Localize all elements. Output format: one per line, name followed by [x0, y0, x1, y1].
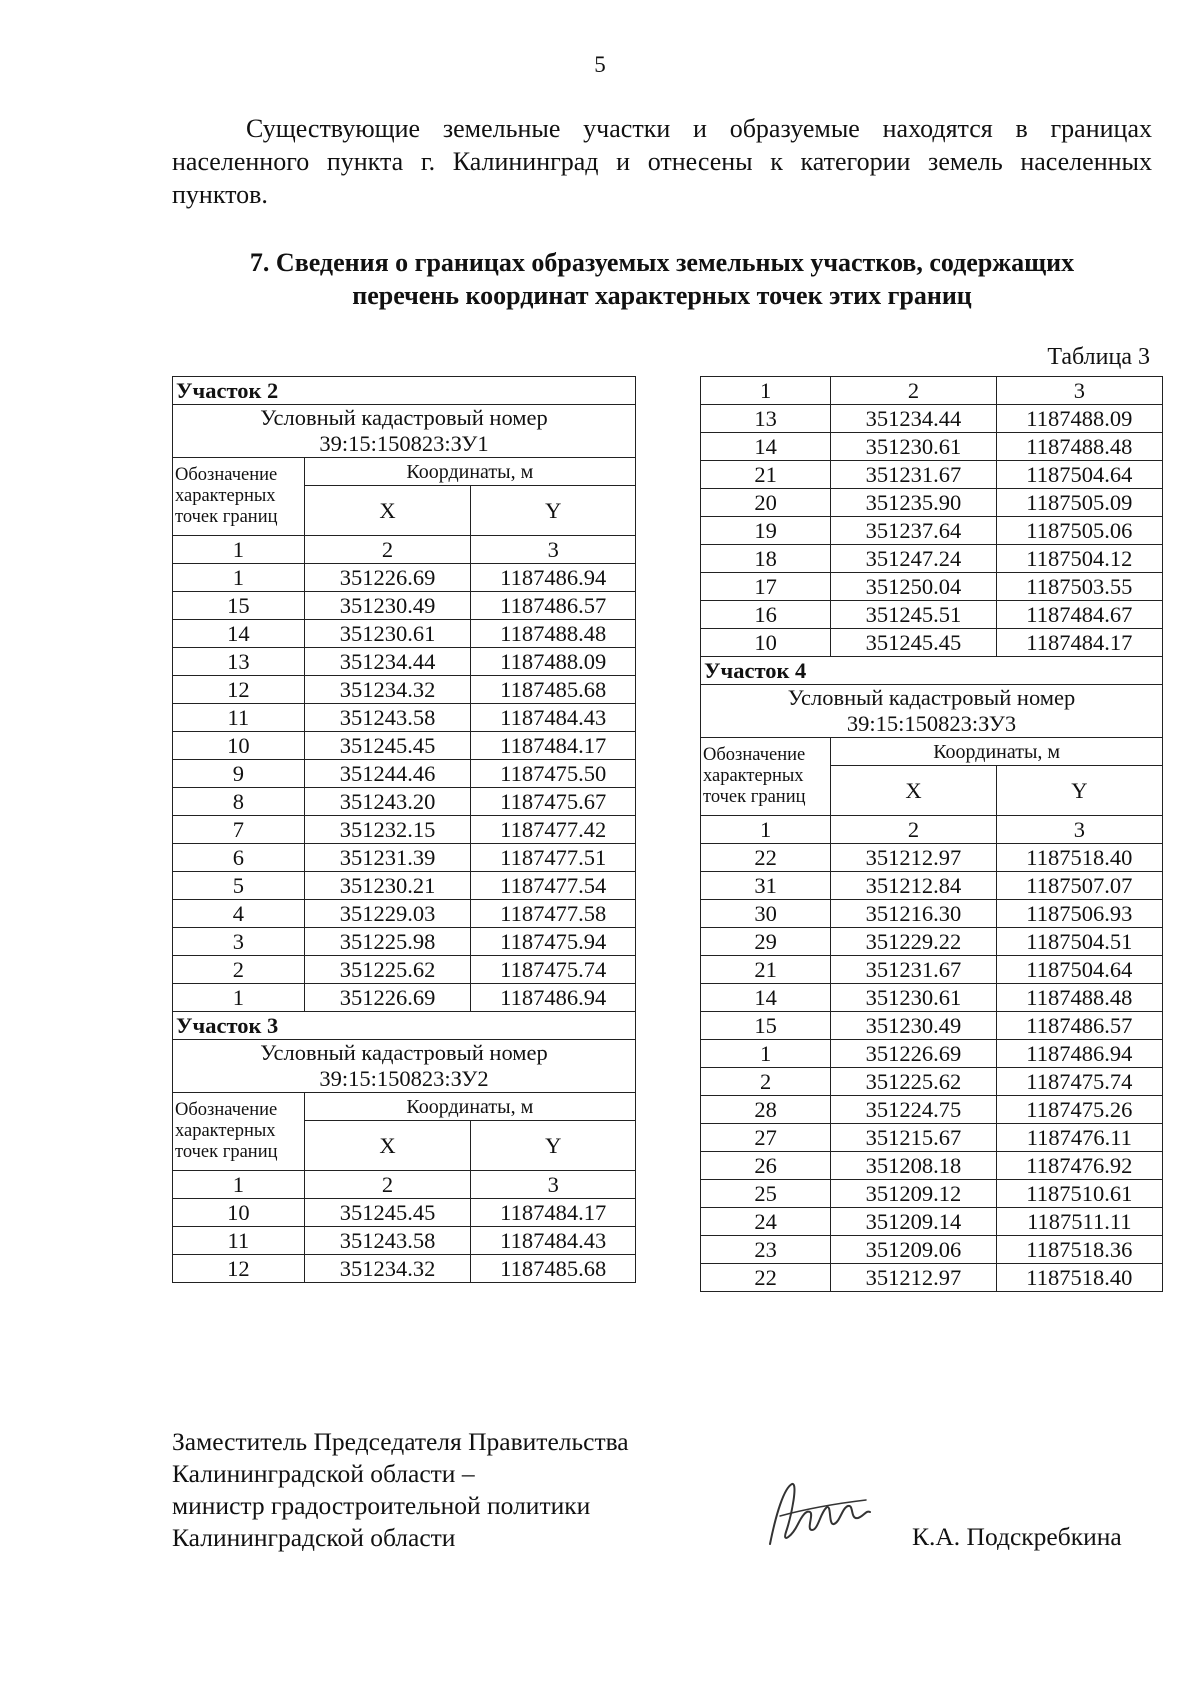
- y-coordinate: 1187484.17: [996, 629, 1162, 657]
- x-coordinate: 351243.20: [304, 788, 471, 816]
- x-coordinate: 351208.18: [831, 1152, 996, 1180]
- point-number: 25: [701, 1180, 831, 1208]
- y-header: Y: [471, 1121, 636, 1171]
- y-coordinate: 1187486.57: [471, 592, 636, 620]
- table-row: [701, 928, 1163, 956]
- x-header: X: [831, 766, 996, 816]
- x-coordinate: 351230.49: [304, 592, 471, 620]
- y-coordinate: 1187504.51: [996, 928, 1162, 956]
- table-row: [701, 872, 1163, 900]
- y-header: Y: [996, 766, 1162, 816]
- y-coordinate: 1187488.09: [996, 405, 1162, 433]
- point-number: 23: [701, 1236, 831, 1264]
- x-coordinate: 351234.32: [304, 676, 471, 704]
- y-coordinate: 1187477.42: [471, 816, 636, 844]
- plot3-cadastral-number: 39:15:150823:ЗУ2: [319, 1066, 489, 1091]
- point-number: 26: [701, 1152, 831, 1180]
- signer-title-line2: Калининградской области –: [172, 1459, 475, 1488]
- x-coordinate: 351234.32: [304, 1255, 471, 1283]
- point-number: 3: [173, 928, 305, 956]
- column-number: 2: [831, 377, 996, 405]
- table-row: [173, 956, 636, 984]
- table-row: [173, 928, 636, 956]
- plot2-rows: [173, 564, 636, 1012]
- table-row: [173, 704, 636, 732]
- x-coordinate: 351226.69: [304, 984, 471, 1012]
- point-number: 8: [173, 788, 305, 816]
- point-number: 19: [701, 517, 831, 545]
- plot3-cadastral-cell: [173, 1040, 636, 1093]
- table-row: [173, 872, 636, 900]
- x-header: X: [304, 486, 471, 536]
- section-heading-line2: перечень координат характерных точек этих границ: [352, 281, 972, 310]
- x-coordinate: 351243.58: [304, 704, 471, 732]
- point-number: 13: [173, 648, 305, 676]
- plot2-title: Участок 2: [173, 377, 636, 405]
- y-coordinate: 1187518.40: [996, 1264, 1162, 1292]
- point-number: 10: [701, 629, 831, 657]
- column-number: 2: [831, 816, 996, 844]
- signer-title-line1: Заместитель Председателя Правительства: [172, 1427, 629, 1456]
- y-coordinate: 1187488.48: [471, 620, 636, 648]
- table-row: [173, 1227, 636, 1255]
- y-coordinate: 1187486.94: [471, 984, 636, 1012]
- y-coordinate: 1187475.94: [471, 928, 636, 956]
- point-number: 1: [173, 984, 305, 1012]
- y-coordinate: 1187485.68: [471, 1255, 636, 1283]
- plot3-rows-right: [701, 405, 1163, 657]
- y-coordinate: 1187486.94: [996, 1040, 1162, 1068]
- table-row: [173, 984, 636, 1012]
- table-row: [701, 601, 1163, 629]
- y-coordinate: 1187503.55: [996, 573, 1162, 601]
- point-number: 21: [701, 956, 831, 984]
- cadastral-title: Условный кадастровый номер: [260, 1040, 548, 1065]
- coordinates-header: Координаты, м: [304, 1093, 635, 1121]
- y-coordinate: 1187477.54: [471, 872, 636, 900]
- point-number: 13: [701, 405, 831, 433]
- point-number: 15: [701, 1012, 831, 1040]
- x-coordinate: 351225.62: [304, 956, 471, 984]
- y-coordinate: 1187505.09: [996, 489, 1162, 517]
- x-coordinate: 351209.06: [831, 1236, 996, 1264]
- column-number: 2: [304, 536, 471, 564]
- coordinates-header: Координаты, м: [831, 738, 1163, 766]
- point-number: 15: [173, 592, 305, 620]
- table-row: [701, 844, 1163, 872]
- point-number: 14: [701, 433, 831, 461]
- table-row: [701, 433, 1163, 461]
- table-row: [701, 573, 1163, 601]
- y-coordinate: 1187475.67: [471, 788, 636, 816]
- table-row: [173, 564, 636, 592]
- signer-title-line3: министр градостроительной политики: [172, 1491, 591, 1520]
- table-row: [701, 1040, 1163, 1068]
- point-number: 2: [173, 956, 305, 984]
- x-coordinate: 351209.12: [831, 1180, 996, 1208]
- point-number: 18: [701, 545, 831, 573]
- x-coordinate: 351245.45: [304, 732, 471, 760]
- x-coordinate: 351224.75: [831, 1096, 996, 1124]
- y-coordinate: 1187485.68: [471, 676, 636, 704]
- y-coordinate: 1187475.26: [996, 1096, 1162, 1124]
- y-coordinate: 1187488.48: [996, 433, 1162, 461]
- point-number: 20: [701, 489, 831, 517]
- column-number: 1: [701, 377, 831, 405]
- table-row: [701, 1236, 1163, 1264]
- point-number: 1: [173, 564, 305, 592]
- table-row: [173, 1255, 636, 1283]
- y-coordinate: 1187488.09: [471, 648, 636, 676]
- y-coordinate: 1187475.74: [996, 1068, 1162, 1096]
- x-coordinate: 351231.67: [831, 956, 996, 984]
- x-coordinate: 351229.03: [304, 900, 471, 928]
- plot3-rows-left: [173, 1199, 636, 1283]
- y-coordinate: 1187504.64: [996, 956, 1162, 984]
- x-coordinate: 351216.30: [831, 900, 996, 928]
- x-coordinate: 351226.69: [304, 564, 471, 592]
- point-number: 29: [701, 928, 831, 956]
- plot3-title: Участок 3: [173, 1012, 636, 1040]
- table-row: [701, 1068, 1163, 1096]
- point-number: 10: [173, 1199, 305, 1227]
- table-row: [173, 900, 636, 928]
- point-number: 12: [173, 676, 305, 704]
- plot2-cadastral-number: 39:15:150823:ЗУ1: [319, 431, 489, 456]
- table-row: [701, 1264, 1163, 1292]
- x-coordinate: 351235.90: [831, 489, 996, 517]
- point-number: 24: [701, 1208, 831, 1236]
- x-coordinate: 351245.45: [304, 1199, 471, 1227]
- point-number: 28: [701, 1096, 831, 1124]
- table-row: [173, 816, 636, 844]
- y-coordinate: 1187476.11: [996, 1124, 1162, 1152]
- y-coordinate: 1187486.94: [471, 564, 636, 592]
- table-row: [701, 489, 1163, 517]
- column-number: 3: [996, 816, 1162, 844]
- designation-header: Обозначение характерных точек границ: [701, 738, 831, 816]
- y-coordinate: 1187504.12: [996, 545, 1162, 573]
- point-number: 2: [701, 1068, 831, 1096]
- point-number: 5: [173, 872, 305, 900]
- x-coordinate: 351245.45: [831, 629, 996, 657]
- y-coordinate: 1187504.64: [996, 461, 1162, 489]
- table-row: [173, 620, 636, 648]
- point-number: 17: [701, 573, 831, 601]
- plot4-rows: [701, 844, 1163, 1292]
- y-coordinate: 1187484.43: [471, 1227, 636, 1255]
- x-coordinate: 351243.58: [304, 1227, 471, 1255]
- point-number: 14: [173, 620, 305, 648]
- x-coordinate: 351232.15: [304, 816, 471, 844]
- y-header: Y: [471, 486, 636, 536]
- page-number: 5: [594, 52, 606, 77]
- designation-header: Обозначение характерных точек границ: [173, 1093, 305, 1171]
- x-coordinate: 351231.67: [831, 461, 996, 489]
- table-row: [173, 1199, 636, 1227]
- x-coordinate: 351230.49: [831, 1012, 996, 1040]
- table-row: [701, 405, 1163, 433]
- y-coordinate: 1187518.36: [996, 1236, 1162, 1264]
- section-heading: [172, 246, 1152, 312]
- table-row: [701, 1208, 1163, 1236]
- y-coordinate: 1187484.17: [471, 732, 636, 760]
- section-heading-line1: 7. Сведения о границах образуемых земельных участков, содержащих: [249, 248, 1075, 277]
- column-number: 1: [173, 536, 305, 564]
- y-coordinate: 1187475.50: [471, 760, 636, 788]
- point-number: 11: [173, 704, 305, 732]
- table-row: [701, 956, 1163, 984]
- table-row: [173, 732, 636, 760]
- plot4-cadastral-cell: [701, 685, 1163, 738]
- cadastral-title: Условный кадастровый номер: [260, 405, 548, 430]
- intro-paragraph: [172, 112, 1152, 211]
- y-coordinate: 1187475.74: [471, 956, 636, 984]
- table-row: [173, 676, 636, 704]
- point-number: 6: [173, 844, 305, 872]
- point-number: 12: [173, 1255, 305, 1283]
- x-coordinate: 351230.61: [304, 620, 471, 648]
- x-header: X: [304, 1121, 471, 1171]
- signer-title-line4: Калининградской области: [172, 1523, 456, 1552]
- point-number: 11: [173, 1227, 305, 1255]
- table-row: [701, 1012, 1163, 1040]
- y-coordinate: 1187505.06: [996, 517, 1162, 545]
- x-coordinate: 351229.22: [831, 928, 996, 956]
- table-row: [701, 461, 1163, 489]
- table-row: [173, 788, 636, 816]
- coordinates-table-left: [172, 376, 636, 1283]
- table-row: [173, 760, 636, 788]
- column-number: 1: [701, 816, 831, 844]
- table-row: [173, 844, 636, 872]
- x-coordinate: 351250.04: [831, 573, 996, 601]
- y-coordinate: 1187484.67: [996, 601, 1162, 629]
- table-row: [701, 900, 1163, 928]
- plot4-cadastral-number: 39:15:150823:ЗУ3: [846, 711, 1017, 736]
- point-number: 30: [701, 900, 831, 928]
- column-number: 1: [173, 1171, 305, 1199]
- point-number: 9: [173, 760, 305, 788]
- table-row: [173, 592, 636, 620]
- x-coordinate: 351209.14: [831, 1208, 996, 1236]
- table-row: [701, 545, 1163, 573]
- column-number: 3: [471, 536, 636, 564]
- table-row: [701, 1096, 1163, 1124]
- x-coordinate: 351215.67: [831, 1124, 996, 1152]
- x-coordinate: 351230.61: [831, 433, 996, 461]
- coordinates-table-right: [700, 376, 1163, 1292]
- x-coordinate: 351247.24: [831, 545, 996, 573]
- designation-header: Обозначение характерных точек границ: [173, 458, 305, 536]
- y-coordinate: 1187510.61: [996, 1180, 1162, 1208]
- table-row: [701, 1180, 1163, 1208]
- point-number: 22: [701, 1264, 831, 1292]
- plot2-cadastral-cell: [173, 405, 636, 458]
- point-number: 22: [701, 844, 831, 872]
- y-coordinate: 1187507.07: [996, 872, 1162, 900]
- x-coordinate: 351230.61: [831, 984, 996, 1012]
- point-number: 16: [701, 601, 831, 629]
- y-coordinate: 1187488.48: [996, 984, 1162, 1012]
- x-coordinate: 351244.46: [304, 760, 471, 788]
- y-coordinate: 1187477.58: [471, 900, 636, 928]
- table-row: [701, 984, 1163, 1012]
- cadastral-title: Условный кадастровый номер: [787, 685, 1076, 710]
- x-coordinate: 351226.69: [831, 1040, 996, 1068]
- column-number: 3: [996, 377, 1162, 405]
- point-number: 14: [701, 984, 831, 1012]
- y-coordinate: 1187511.11: [996, 1208, 1162, 1236]
- table-caption: Таблица 3: [1047, 344, 1150, 370]
- point-number: 21: [701, 461, 831, 489]
- point-number: 4: [173, 900, 305, 928]
- y-coordinate: 1187506.93: [996, 900, 1162, 928]
- column-number: 2: [304, 1171, 471, 1199]
- x-coordinate: 351212.97: [831, 844, 996, 872]
- y-coordinate: 1187484.17: [471, 1199, 636, 1227]
- table-row: [701, 629, 1163, 657]
- x-coordinate: 351245.51: [831, 601, 996, 629]
- intro-text: Существующие земельные участки и образуемые находятся в границах населенного пункта г. Калининград и отнесены к категории земель населенных пунктов.: [172, 114, 1152, 209]
- point-number: 7: [173, 816, 305, 844]
- x-coordinate: 351212.97: [831, 1264, 996, 1292]
- table-row: [701, 517, 1163, 545]
- y-coordinate: 1187484.43: [471, 704, 636, 732]
- table-row: [173, 648, 636, 676]
- signature-block: [172, 1426, 629, 1554]
- point-number: 1: [701, 1040, 831, 1068]
- x-coordinate: 351234.44: [304, 648, 471, 676]
- coordinates-header: Координаты, м: [304, 458, 635, 486]
- point-number: 31: [701, 872, 831, 900]
- x-coordinate: 351231.39: [304, 844, 471, 872]
- column-number: 3: [471, 1171, 636, 1199]
- point-number: 27: [701, 1124, 831, 1152]
- x-coordinate: 351225.98: [304, 928, 471, 956]
- x-coordinate: 351237.64: [831, 517, 996, 545]
- point-number: 10: [173, 732, 305, 760]
- y-coordinate: 1187518.40: [996, 844, 1162, 872]
- handwritten-signature: [762, 1474, 874, 1554]
- x-coordinate: 351225.62: [831, 1068, 996, 1096]
- signer-name: К.А. Подскребкина: [912, 1522, 1122, 1551]
- x-coordinate: 351230.21: [304, 872, 471, 900]
- y-coordinate: 1187476.92: [996, 1152, 1162, 1180]
- table-row: [701, 1124, 1163, 1152]
- plot4-title: Участок 4: [701, 657, 1163, 685]
- y-coordinate: 1187477.51: [471, 844, 636, 872]
- x-coordinate: 351212.84: [831, 872, 996, 900]
- table-row: [701, 1152, 1163, 1180]
- y-coordinate: 1187486.57: [996, 1012, 1162, 1040]
- x-coordinate: 351234.44: [831, 405, 996, 433]
